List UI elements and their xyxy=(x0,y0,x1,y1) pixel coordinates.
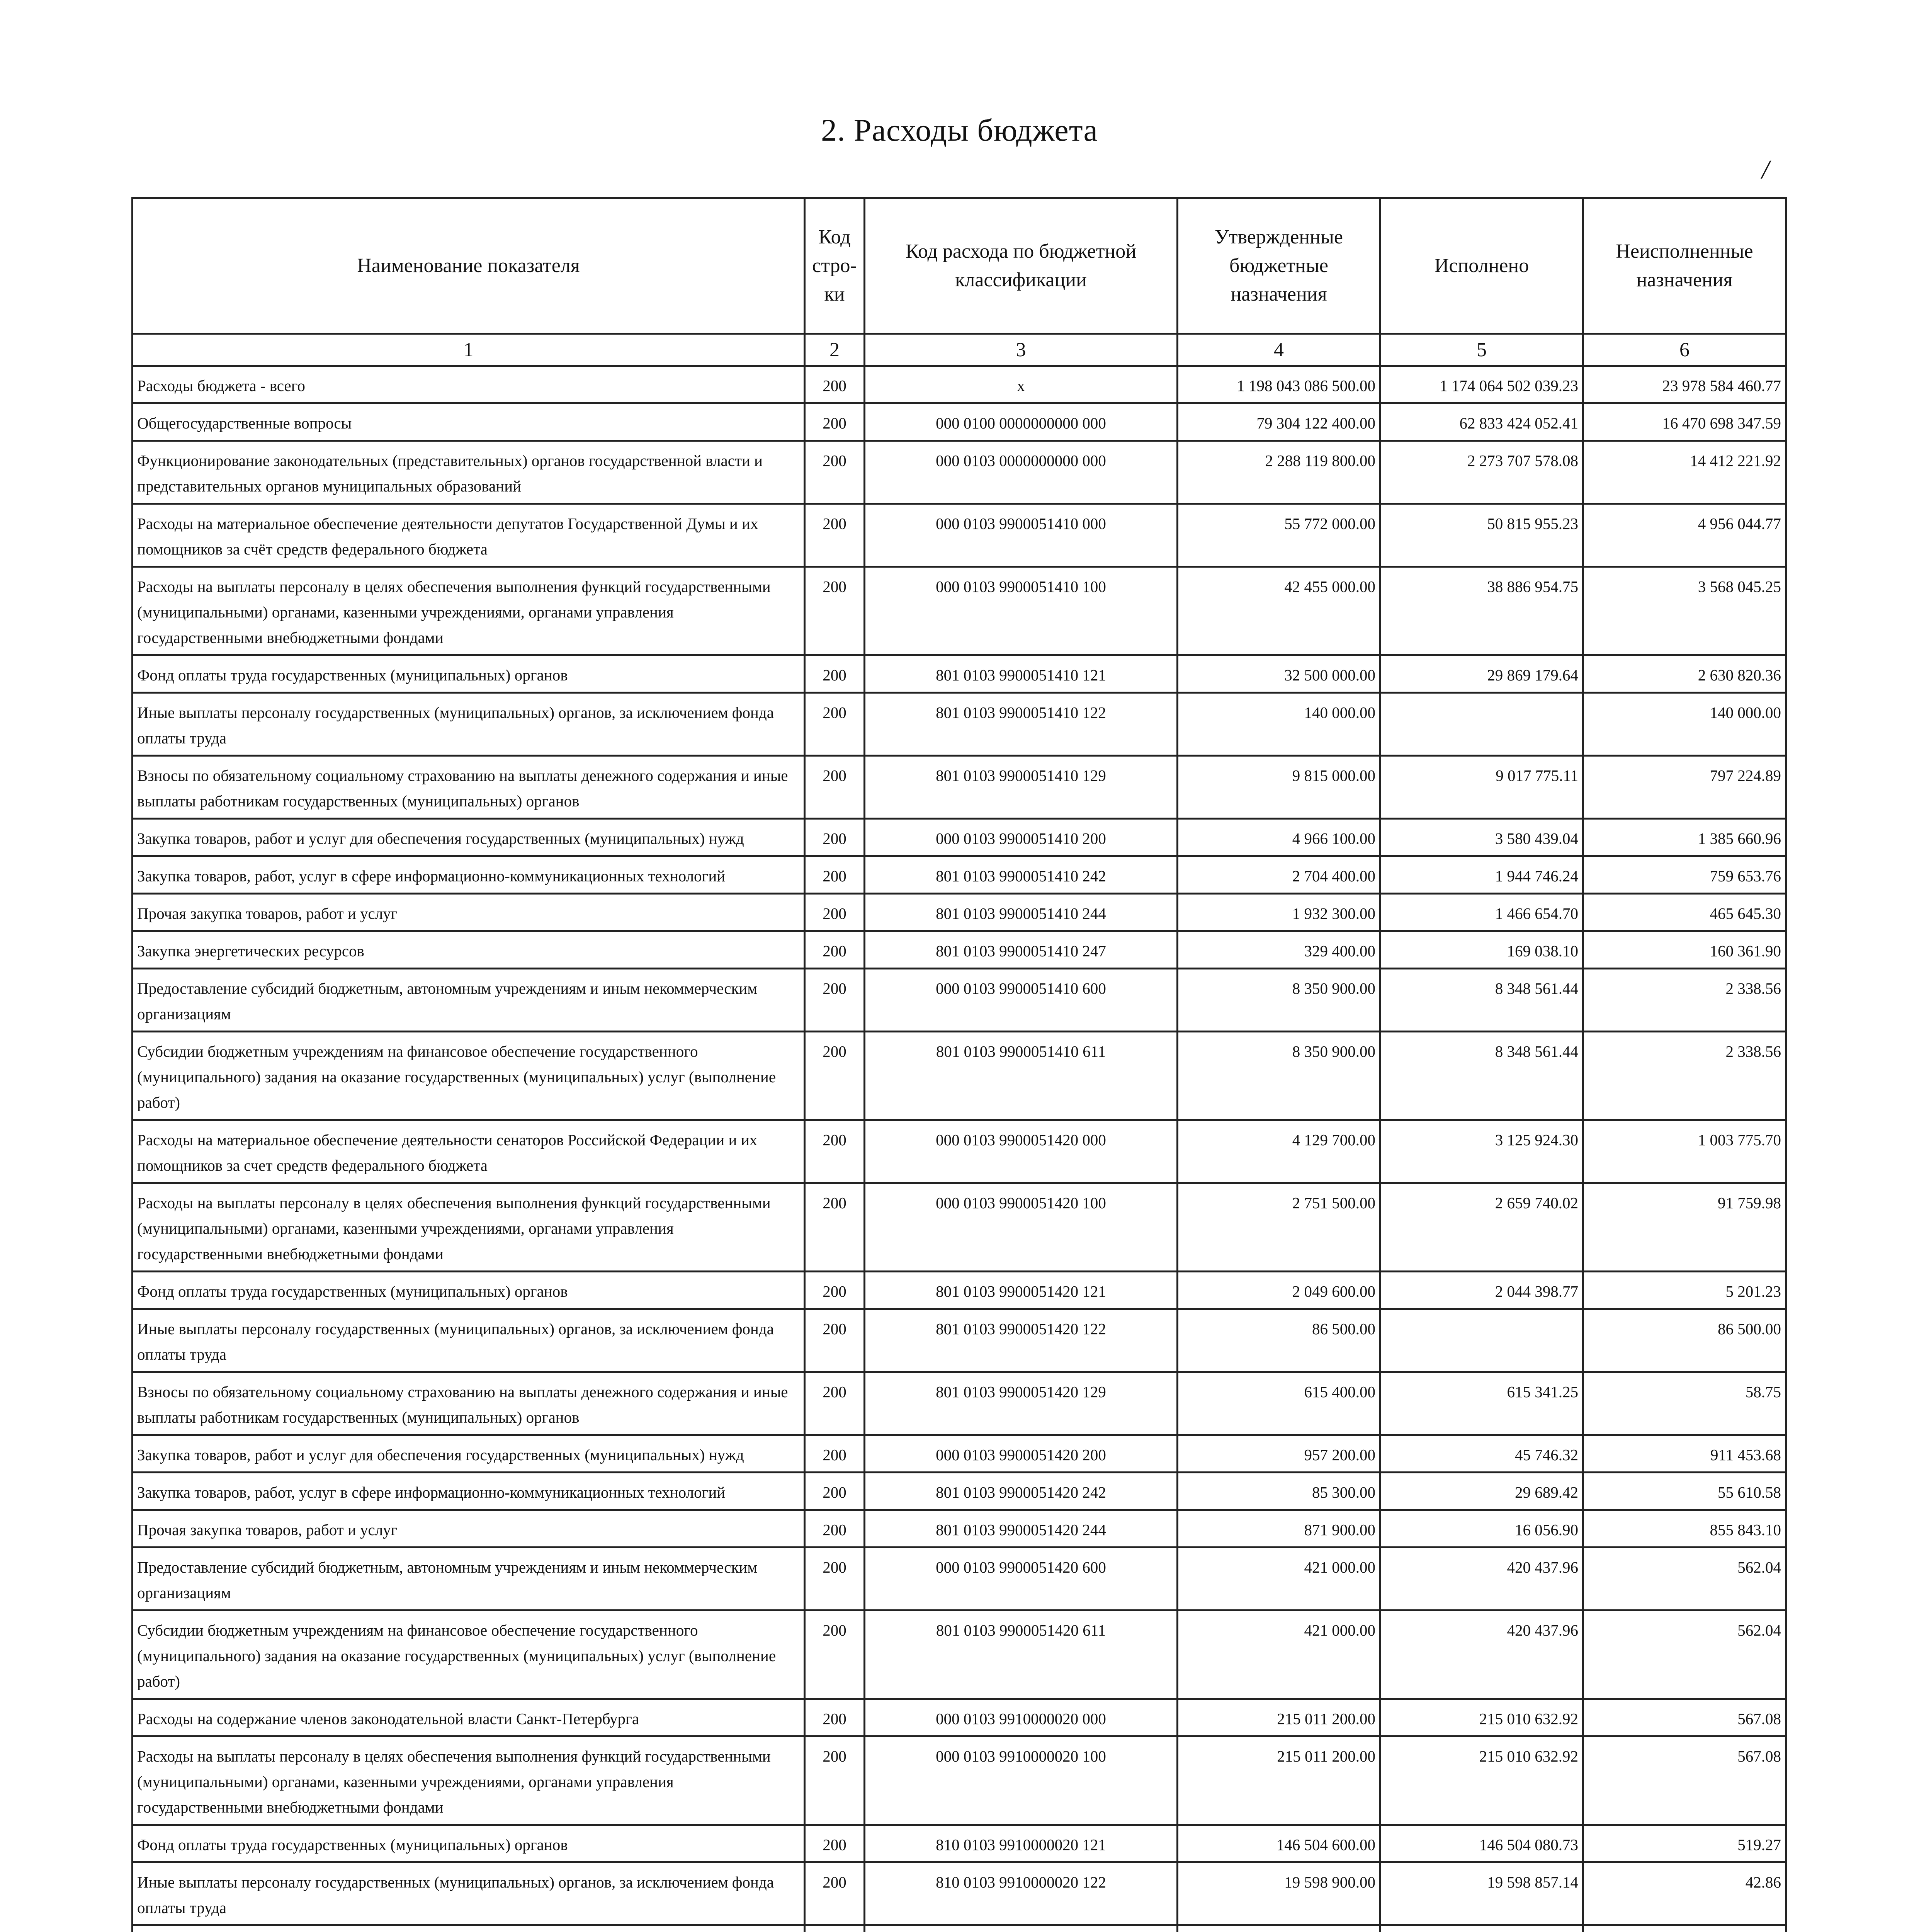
row-executed: 420 437.96 xyxy=(1380,1611,1583,1699)
row-approved: 957 200.00 xyxy=(1178,1435,1380,1473)
column-number: 6 xyxy=(1583,334,1786,366)
row-name: Взносы по обязательному социальному страхованию на выплаты денежного содержания и иные выплаты работникам государственных (муниципальных) органов xyxy=(133,1372,805,1435)
row-line-code: 200 xyxy=(805,1548,865,1611)
row-executed: 50 815 955.23 xyxy=(1380,504,1583,567)
row-budget-code: 801 0103 9900051420 611 xyxy=(865,1611,1178,1699)
table-row xyxy=(133,1473,1786,1510)
table-row xyxy=(133,1272,1786,1309)
row-approved: 85 300.00 xyxy=(1178,1473,1380,1510)
row-name: Прочая закупка товаров, работ и услуг xyxy=(133,894,805,931)
row-line-code: 200 xyxy=(805,1862,865,1925)
row-unexecuted: 140 000.00 xyxy=(1583,693,1786,756)
row-name: Фонд оплаты труда государственных (муниципальных) органов xyxy=(133,655,805,693)
row-line-code: 200 xyxy=(805,1120,865,1183)
row-unexecuted: 567.08 xyxy=(1583,1699,1786,1736)
row-unexecuted: 519.27 xyxy=(1583,1825,1786,1862)
row-approved: 1 198 043 086 500.00 xyxy=(1178,366,1380,403)
row-name: Субсидии бюджетным учреждениям на финансовое обеспечение государственного (муниципального) задания на оказание государственных (муниципальных) услуг (выполнение работ) xyxy=(133,1611,805,1699)
budget-table-container xyxy=(131,197,1785,1932)
table-row xyxy=(133,693,1786,756)
row-unexecuted: 2 338.56 xyxy=(1583,1032,1786,1120)
row-approved: 32 500 000.00 xyxy=(1178,655,1380,693)
row-unexecuted: 55 610.58 xyxy=(1583,1473,1786,1510)
row-name: Расходы на выплаты персоналу в целях обеспечения выполнения функций государственными (муниципальными) органами, казенными учреждениями, органами управления государственными внебюджетными фондами xyxy=(133,1183,805,1272)
column-number: 2 xyxy=(805,334,865,366)
row-name: Предоставление субсидий бюджетным, автономным учреждениям и иным некоммерческим организациям xyxy=(133,1548,805,1611)
row-line-code: 200 xyxy=(805,969,865,1032)
row-executed: 8 348 561.44 xyxy=(1380,969,1583,1032)
row-name: Расходы на содержание членов законодательной власти Санкт-Петербурга xyxy=(133,1699,805,1736)
row-name: Субсидии бюджетным учреждениям на финансовое обеспечение государственного (муниципального) задания на оказание государственных (муниципальных) услуг (выполнение работ) xyxy=(133,1032,805,1120)
row-approved: 140 000.00 xyxy=(1178,693,1380,756)
row-budget-code: 000 0103 9900051420 600 xyxy=(865,1548,1178,1611)
table-row xyxy=(133,1435,1786,1473)
row-unexecuted: 759 653.76 xyxy=(1583,856,1786,894)
row-executed: 146 504 080.73 xyxy=(1380,1825,1583,1862)
header-budget-code: Код расхода по бюджетной классификации xyxy=(865,198,1178,334)
row-executed: 615 341.25 xyxy=(1380,1372,1583,1435)
row-unexecuted: 562.04 xyxy=(1583,1611,1786,1699)
row-executed: 1 944 746.24 xyxy=(1380,856,1583,894)
row-unexecuted: 911 453.68 xyxy=(1583,1435,1786,1473)
row-line-code: 200 xyxy=(805,441,865,504)
table-row xyxy=(133,819,1786,856)
row-unexecuted: 4 956 044.77 xyxy=(1583,504,1786,567)
table-row xyxy=(133,403,1786,441)
table-row xyxy=(133,1183,1786,1272)
row-line-code: 200 xyxy=(805,693,865,756)
table-row xyxy=(133,1699,1786,1736)
row-executed: 215 010 632.92 xyxy=(1380,1736,1583,1825)
row-line-code: 200 xyxy=(805,567,865,655)
row-line-code: 200 xyxy=(805,1510,865,1548)
row-budget-code: 810 0103 9910000020 121 xyxy=(865,1825,1178,1862)
row-approved: 329 400.00 xyxy=(1178,931,1380,969)
row-executed: 62 833 424 052.41 xyxy=(1380,403,1583,441)
column-number: 5 xyxy=(1380,334,1583,366)
row-approved: 4 966 100.00 xyxy=(1178,819,1380,856)
row-approved: 1 932 300.00 xyxy=(1178,894,1380,931)
row-executed xyxy=(1380,1925,1583,1932)
row-executed xyxy=(1380,1309,1583,1372)
row-executed: 38 886 954.75 xyxy=(1380,567,1583,655)
row-unexecuted: 562.04 xyxy=(1583,1548,1786,1611)
row-name: Закупка энергетических ресурсов xyxy=(133,931,805,969)
row-budget-code: 000 0103 9900051420 200 xyxy=(865,1435,1178,1473)
column-number: 4 xyxy=(1178,334,1380,366)
row-approved: 79 304 122 400.00 xyxy=(1178,403,1380,441)
row-budget-code: 801 0103 9900051410 611 xyxy=(865,1032,1178,1120)
row-approved: 4 129 700.00 xyxy=(1178,1120,1380,1183)
row-budget-code: 801 0103 9900051420 242 xyxy=(865,1473,1178,1510)
row-line-code: 200 xyxy=(805,366,865,403)
row-budget-code: 801 0103 9900051410 129 xyxy=(865,756,1178,819)
row-line-code: 200 xyxy=(805,1611,865,1699)
row-name: Расходы на материальное обеспечение деятельности депутатов Государственной Думы и их помощников за счёт средств федерального бюджета xyxy=(133,504,805,567)
table-row xyxy=(133,1825,1786,1862)
row-line-code: 200 xyxy=(805,504,865,567)
row-budget-code: 000 0103 9900051410 000 xyxy=(865,504,1178,567)
row-budget-code: 000 0103 9910000020 100 xyxy=(865,1736,1178,1825)
row-unexecuted: 1 003 775.70 xyxy=(1583,1120,1786,1183)
row-name: Иные выплаты персоналу государственных (муниципальных) органов, за исключением фонда оплаты труда xyxy=(133,1862,805,1925)
table-row xyxy=(133,1611,1786,1699)
row-approved: 2 288 119 800.00 xyxy=(1178,441,1380,504)
header-executed: Исполнено xyxy=(1380,198,1583,334)
row-budget-code: 000 0103 9900051420 000 xyxy=(865,1120,1178,1183)
row-name: Предоставление субсидий бюджетным, автономным учреждениям и иным некоммерческим организациям xyxy=(133,969,805,1032)
column-numbers-row xyxy=(133,334,1786,366)
row-approved: 421 000.00 xyxy=(1178,1611,1380,1699)
row-budget-code: 810 0103 9910000020 122 xyxy=(865,1862,1178,1925)
row-line-code: 200 xyxy=(805,1272,865,1309)
row-approved: 55 772 000.00 xyxy=(1178,504,1380,567)
row-line-code: 200 xyxy=(805,1032,865,1120)
row-name: Закупка товаров, работ и услуг для обеспечения государственных (муниципальных) нужд xyxy=(133,819,805,856)
row-executed: 1 174 064 502 039.23 xyxy=(1380,366,1583,403)
row-line-code: 200 xyxy=(805,931,865,969)
row-unexecuted: 23 978 584 460.77 xyxy=(1583,366,1786,403)
row-unexecuted: 58.75 xyxy=(1583,1372,1786,1435)
row-name: Фонд оплаты труда государственных (муниципальных) органов xyxy=(133,1272,805,1309)
row-budget-code: x xyxy=(865,366,1178,403)
row-unexecuted: 91 759.98 xyxy=(1583,1183,1786,1272)
row-name: Иные выплаты персоналу государственных (муниципальных) органов, за исключением фонда оплаты труда xyxy=(133,1309,805,1372)
row-unexecuted: 2 630 820.36 xyxy=(1583,655,1786,693)
row-executed: 2 659 740.02 xyxy=(1380,1183,1583,1272)
row-approved: 86 500.00 xyxy=(1178,1309,1380,1372)
table-row xyxy=(133,1372,1786,1435)
row-unexecuted: 5 201.23 xyxy=(1583,1272,1786,1309)
row-line-code: 200 xyxy=(805,1372,865,1435)
table-row xyxy=(133,1120,1786,1183)
column-number: 3 xyxy=(865,334,1178,366)
row-name: Расходы бюджета - всего xyxy=(133,366,805,403)
budget-expenses-table xyxy=(131,197,1787,1932)
table-row xyxy=(133,366,1786,403)
table-row xyxy=(133,1862,1786,1925)
table-row xyxy=(133,1510,1786,1548)
row-name: Закупка товаров, работ, услуг в сфере информационно-коммуникационных технологий xyxy=(133,1473,805,1510)
row-name: Функционирование законодательных (представительных) органов государственной власти и представительных органов муниципальных образований xyxy=(133,441,805,504)
row-budget-code: 000 0103 0000000000 000 xyxy=(865,441,1178,504)
row-name: Закупка товаров, работ, услуг в сфере информационно-коммуникационных технологий xyxy=(133,856,805,894)
row-unexecuted: 16 470 698 347.59 xyxy=(1583,403,1786,441)
row-executed: 29 689.42 xyxy=(1380,1473,1583,1510)
row-approved: 421 000.00 xyxy=(1178,1548,1380,1611)
row-approved: 2 751 500.00 xyxy=(1178,1183,1380,1272)
row-unexecuted: 855 843.10 xyxy=(1583,1510,1786,1548)
row-unexecuted: 1 385 660.96 xyxy=(1583,819,1786,856)
row-budget-code: 000 0103 9900051420 100 xyxy=(865,1183,1178,1272)
row-budget-code xyxy=(865,1925,1178,1932)
table-row xyxy=(133,1925,1786,1932)
row-approved: 871 900.00 xyxy=(1178,1510,1380,1548)
row-name: Расходы на материальное обеспечение деятельности сенаторов Российской Федерации и их помощников за счет средств федерального бюджета xyxy=(133,1120,805,1183)
row-unexecuted: 3 568 045.25 xyxy=(1583,567,1786,655)
row-budget-code: 801 0103 9900051410 242 xyxy=(865,856,1178,894)
row-budget-code: 801 0103 9900051420 121 xyxy=(865,1272,1178,1309)
row-line-code: 200 xyxy=(805,856,865,894)
row-executed: 9 017 775.11 xyxy=(1380,756,1583,819)
row-approved xyxy=(1178,1925,1380,1932)
row-name xyxy=(133,1925,805,1932)
row-line-code: 200 xyxy=(805,403,865,441)
row-approved: 615 400.00 xyxy=(1178,1372,1380,1435)
row-name: Общегосударственные вопросы xyxy=(133,403,805,441)
row-approved: 146 504 600.00 xyxy=(1178,1825,1380,1862)
table-row xyxy=(133,504,1786,567)
row-line-code: 200 xyxy=(805,1825,865,1862)
row-unexecuted: 567.08 xyxy=(1583,1736,1786,1825)
row-executed: 45 746.32 xyxy=(1380,1435,1583,1473)
column-number: 1 xyxy=(133,334,805,366)
table-row xyxy=(133,441,1786,504)
page-title: 2. Расходы бюджета xyxy=(821,112,1098,148)
row-line-code: 200 xyxy=(805,1309,865,1372)
row-approved: 215 011 200.00 xyxy=(1178,1736,1380,1825)
row-name: Взносы по обязательному социальному страхованию на выплаты денежного содержания и иные выплаты работникам государственных (муниципальных) органов xyxy=(133,756,805,819)
row-line-code: 200 xyxy=(805,894,865,931)
row-line-code xyxy=(805,1925,865,1932)
header-unexecuted: Неисполненные назначения xyxy=(1583,198,1786,334)
row-budget-code: 801 0103 9900051420 122 xyxy=(865,1309,1178,1372)
header-line-code: Код стро-ки xyxy=(805,198,865,334)
header-approved: Утвержденные бюджетные назначения xyxy=(1178,198,1380,334)
row-budget-code: 000 0103 9910000020 000 xyxy=(865,1699,1178,1736)
row-unexecuted: 86 500.00 xyxy=(1583,1309,1786,1372)
row-executed: 169 038.10 xyxy=(1380,931,1583,969)
table-row xyxy=(133,856,1786,894)
row-approved: 19 598 900.00 xyxy=(1178,1862,1380,1925)
row-executed: 29 869 179.64 xyxy=(1380,655,1583,693)
header-row xyxy=(133,198,1786,334)
row-unexecuted: 14 412 221.92 xyxy=(1583,441,1786,504)
header-name: Наименование показателя xyxy=(133,198,805,334)
row-budget-code: 801 0103 9900051410 244 xyxy=(865,894,1178,931)
row-executed: 16 056.90 xyxy=(1380,1510,1583,1548)
table-row xyxy=(133,655,1786,693)
row-unexecuted: 2 338.56 xyxy=(1583,969,1786,1032)
row-name: Фонд оплаты труда государственных (муниципальных) органов xyxy=(133,1825,805,1862)
row-line-code: 200 xyxy=(805,1183,865,1272)
row-unexecuted: 797 224.89 xyxy=(1583,756,1786,819)
row-executed xyxy=(1380,693,1583,756)
row-name: Расходы на выплаты персоналу в целях обеспечения выполнения функций государственными (муниципальными) органами, казенными учреждениями, органами управления государственными внебюджетными фондами xyxy=(133,567,805,655)
row-approved: 9 815 000.00 xyxy=(1178,756,1380,819)
table-row xyxy=(133,1309,1786,1372)
table-row xyxy=(133,931,1786,969)
row-unexecuted: 42.86 xyxy=(1583,1862,1786,1925)
row-line-code: 200 xyxy=(805,1473,865,1510)
page-mark: / xyxy=(1762,155,1769,185)
row-line-code: 200 xyxy=(805,756,865,819)
row-executed: 2 044 398.77 xyxy=(1380,1272,1583,1309)
table-body xyxy=(133,366,1786,1932)
row-name: Иные выплаты персоналу государственных (муниципальных) органов, за исключением фонда оплаты труда xyxy=(133,693,805,756)
row-budget-code: 000 0103 9900051410 100 xyxy=(865,567,1178,655)
row-approved: 42 455 000.00 xyxy=(1178,567,1380,655)
row-executed: 8 348 561.44 xyxy=(1380,1032,1583,1120)
row-name: Закупка товаров, работ и услуг для обеспечения государственных (муниципальных) нужд xyxy=(133,1435,805,1473)
row-line-code: 200 xyxy=(805,1435,865,1473)
row-budget-code: 801 0103 9900051420 129 xyxy=(865,1372,1178,1435)
table-row xyxy=(133,756,1786,819)
table-row xyxy=(133,1736,1786,1825)
row-executed: 3 125 924.30 xyxy=(1380,1120,1583,1183)
row-approved: 8 350 900.00 xyxy=(1178,969,1380,1032)
row-budget-code: 000 0100 0000000000 000 xyxy=(865,403,1178,441)
row-executed: 215 010 632.92 xyxy=(1380,1699,1583,1736)
row-unexecuted: 465 645.30 xyxy=(1583,894,1786,931)
table-row xyxy=(133,567,1786,655)
table-row xyxy=(133,969,1786,1032)
row-approved: 2 704 400.00 xyxy=(1178,856,1380,894)
table-row xyxy=(133,1548,1786,1611)
row-budget-code: 000 0103 9900051410 600 xyxy=(865,969,1178,1032)
row-budget-code: 801 0103 9900051410 122 xyxy=(865,693,1178,756)
row-approved: 8 350 900.00 xyxy=(1178,1032,1380,1120)
table-row xyxy=(133,1032,1786,1120)
row-budget-code: 801 0103 9900051420 244 xyxy=(865,1510,1178,1548)
row-name: Расходы на выплаты персоналу в целях обеспечения выполнения функций государственными (муниципальными) органами, казенными учреждениями, органами управления государственными внебюджетными фондами xyxy=(133,1736,805,1825)
row-budget-code: 801 0103 9900051410 121 xyxy=(865,655,1178,693)
row-approved: 2 049 600.00 xyxy=(1178,1272,1380,1309)
row-executed: 2 273 707 578.08 xyxy=(1380,441,1583,504)
row-executed: 19 598 857.14 xyxy=(1380,1862,1583,1925)
row-line-code: 200 xyxy=(805,1699,865,1736)
row-name: Прочая закупка товаров, работ и услуг xyxy=(133,1510,805,1548)
row-unexecuted xyxy=(1583,1925,1786,1932)
row-line-code: 200 xyxy=(805,655,865,693)
row-executed: 1 466 654.70 xyxy=(1380,894,1583,931)
row-executed: 3 580 439.04 xyxy=(1380,819,1583,856)
row-unexecuted: 160 361.90 xyxy=(1583,931,1786,969)
row-line-code: 200 xyxy=(805,1736,865,1825)
row-budget-code: 801 0103 9900051410 247 xyxy=(865,931,1178,969)
row-executed: 420 437.96 xyxy=(1380,1548,1583,1611)
row-budget-code: 000 0103 9900051410 200 xyxy=(865,819,1178,856)
table-row xyxy=(133,894,1786,931)
row-line-code: 200 xyxy=(805,819,865,856)
row-approved: 215 011 200.00 xyxy=(1178,1699,1380,1736)
